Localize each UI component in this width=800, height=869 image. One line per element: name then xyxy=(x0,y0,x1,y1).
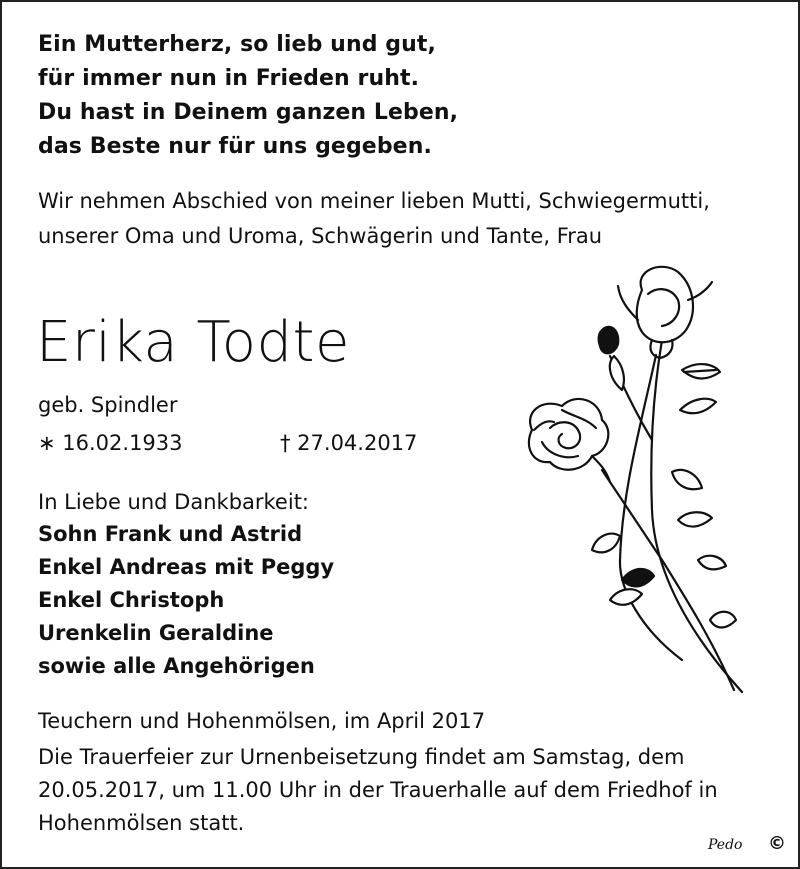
maiden-name: geb. Spindler xyxy=(38,393,178,417)
funeral-details: Die Trauerfeier zur Urnenbeisetzung findet am Samstag, dem 20.05.2017, um 11.00 Uhr in der Trauerhalle auf dem Friedhof in Hohenmölsen statt. xyxy=(38,745,718,835)
roses-illustration xyxy=(502,260,762,700)
memorial-verse xyxy=(38,28,458,164)
death-date: † 27.04.2017 xyxy=(280,431,418,455)
mourner-item: sowie alle Angehörigen xyxy=(38,654,315,678)
verse-line: Du hast in Deinem ganzen Leben, xyxy=(38,100,459,125)
copyright-mark: © xyxy=(768,833,786,854)
artist-signature: Pedo xyxy=(708,837,743,853)
place-date: Teuchern und Hohenmölsen, im April 2017 xyxy=(38,709,486,733)
deceased-name: Erika Todte xyxy=(36,310,350,375)
farewell-intro: Wir nehmen Abschied von meiner lieben Mutti, Schwiegermutti, unserer Oma und Uroma, Schwägerin und Tante, Frau xyxy=(38,189,710,248)
verse-line: für immer nun in Frieden ruht. xyxy=(38,66,420,91)
mourners-list xyxy=(38,518,334,683)
mourner-item: Sohn Frank und Astrid xyxy=(38,522,303,546)
thanks-line: In Liebe und Dankbarkeit: xyxy=(38,490,310,514)
mourner-item: Enkel Christoph xyxy=(38,588,225,612)
birth-date: ∗ 16.02.1933 xyxy=(38,431,183,455)
verse-line: Ein Mutterherz, so lieb und gut, xyxy=(38,32,436,57)
mourner-item: Urenkelin Geraldine xyxy=(38,621,274,645)
verse-line: das Beste nur für uns gegeben. xyxy=(38,134,432,159)
mourner-item: Enkel Andreas mit Peggy xyxy=(38,555,335,579)
